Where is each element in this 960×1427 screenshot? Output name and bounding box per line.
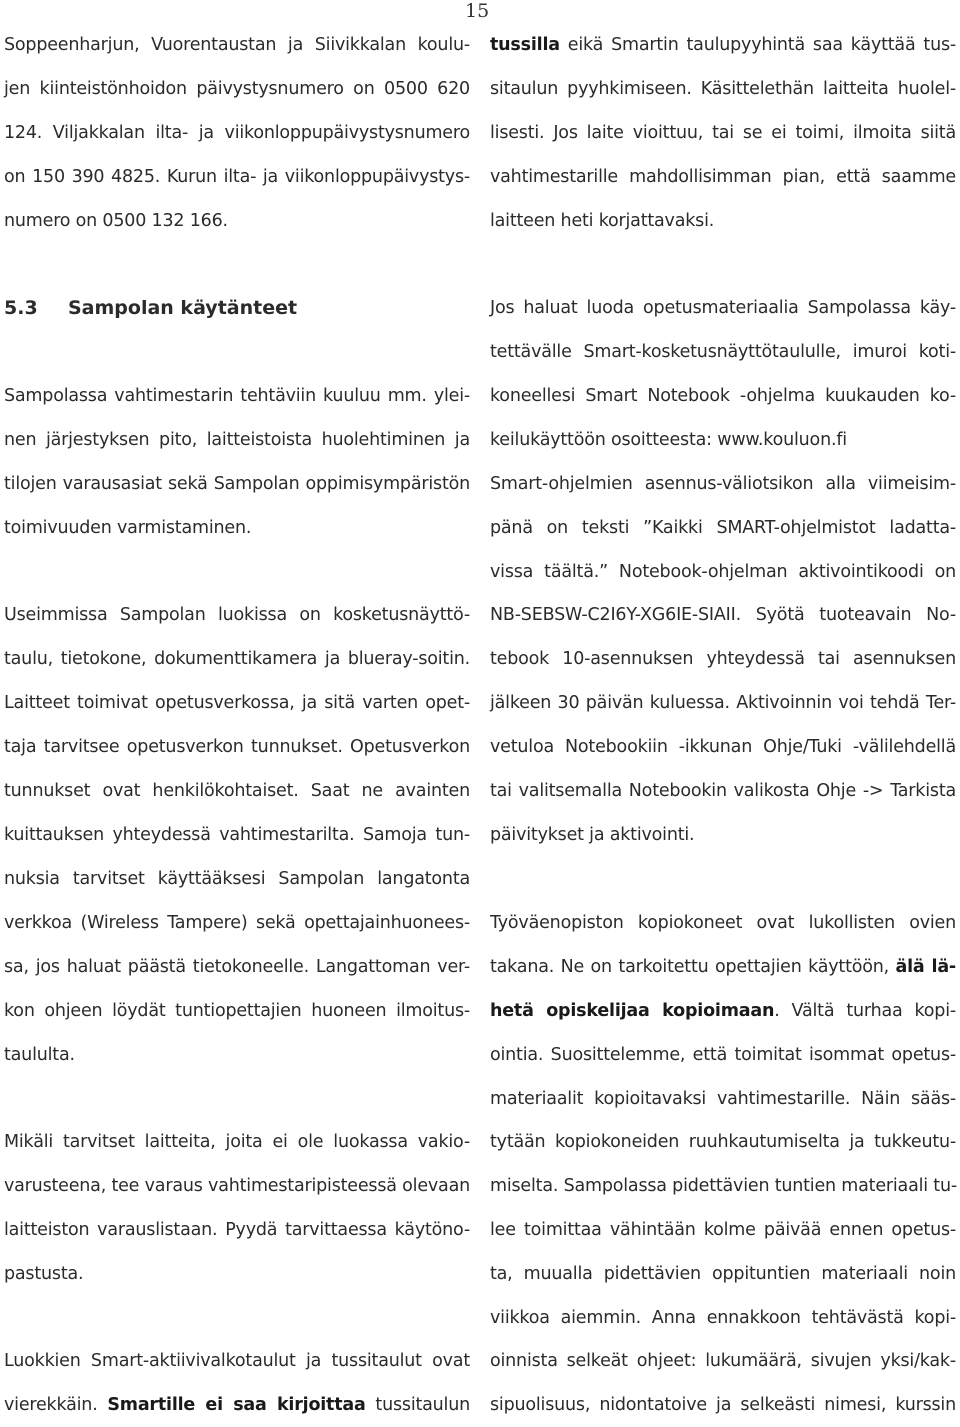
text-line: NB-SEBSW-C2I6Y-XG6IE-SIAII. Syötä tuoteavain No-: [490, 605, 956, 625]
text-line: Työväenopiston kopiokoneet ovat lukollisten ovien: [490, 913, 956, 933]
text-line: tilojen varausasiat sekä Sampolan oppimisympäristön: [4, 474, 470, 494]
text-line: lisesti. Jos laite vioittuu, tai se ei toimi, ilmoita siitä: [490, 123, 956, 143]
section-number: 5.3: [4, 297, 38, 319]
text-line: [4, 1383, 470, 1427]
text-line: Mikäli tarvitset laitteita, joita ei ole luokassa vakio-: [4, 1132, 470, 1152]
text-line: oinnista selkeät ohjeet: lukumäärä, sivujen yksi/kak-: [490, 1351, 956, 1371]
text-span: takana. Ne on tarkoitettu opettajien käyttöön,: [490, 957, 896, 977]
text-line: koneellesi Smart Notebook -ohjelma kuukauden ko-: [490, 386, 956, 406]
text-span: eikä Smartin taulupyyhintä saa käyttää tus-: [559, 35, 956, 55]
text-line: tunnukset ovat henkilökohtaiset. Saat ne avainten: [4, 781, 470, 801]
page-number: 15: [465, 0, 490, 22]
text-line: numero on 0500 132 166.: [4, 211, 228, 231]
text-line: nen järjestyksen pito, laitteistoista huolehtiminen ja: [4, 430, 470, 450]
bold-text: Smartille ei saa kirjoittaa: [107, 1395, 366, 1415]
text-line: tettävälle Smart-kosketusnäyttötaululle, imuroi koti-: [490, 342, 956, 362]
text-line: ta, muualla pidettävien oppituntien materiaali noin: [490, 1264, 956, 1284]
text-line: päivitykset ja aktivointi.: [490, 825, 695, 845]
text-line: Sampolassa vahtimestarin tehtäviin kuuluu mm. ylei-: [4, 386, 470, 406]
text-line: 124. Viljakkalan ilta- ja viikonloppupäivystysnumero: [4, 123, 470, 143]
text-line: lee toimittaa vähintään kolme päivää ennen opetus-: [490, 1220, 956, 1240]
text-line: materiaalit kopioitavaksi vahtimestarille. Näin sääs-: [490, 1089, 956, 1109]
text-line: varusteena, tee varaus vahtimestaripisteessä olevaan: [4, 1176, 470, 1196]
text-line: [490, 945, 956, 989]
text-line: vetuloa Notebookiin -ikkunan Ohje/Tuki -välilehdellä: [490, 737, 956, 757]
text-line: laitteen heti korjattavaksi.: [490, 211, 715, 231]
text-line: Soppeenharjun, Vuorentaustan ja Siivikkalan koulu-: [4, 35, 470, 55]
text-line: on 150 390 4825. Kurun ilta- ja viikonloppupäivystys-: [4, 167, 470, 187]
text-line: pastusta.: [4, 1264, 84, 1284]
bold-text: älä lä-: [895, 957, 956, 977]
text-line: Luokkien Smart-aktiivivalkotaulut ja tussitaulut ovat: [4, 1351, 470, 1371]
text-line: viikkoa aiemmin. Anna ennakkoon tehtävästä kopi-: [490, 1308, 956, 1328]
text-span: tussitaulun: [365, 1395, 470, 1415]
text-line: Laitteet toimivat opetusverkossa, ja sitä varten opet-: [4, 693, 470, 713]
text-line: vissa täältä.” Notebook-ohjelman aktivointikoodi on: [490, 562, 956, 582]
text-line: Smart-ohjelmien asennus-väliotsikon alla viimeisim-: [490, 474, 956, 494]
text-span: vierekkäin.: [4, 1395, 108, 1415]
text-line: taululta.: [4, 1045, 75, 1065]
text-line: nuksia tarvitset käyttääksesi Sampolan langatonta: [4, 869, 470, 889]
text-line: Useimmissa Sampolan luokissa on kosketusnäyttö-: [4, 605, 470, 625]
text-line: jälkeen 30 päivän kuluessa. Aktivoinnin voi tehdä Ter-: [490, 693, 956, 713]
bold-text: tussilla: [490, 35, 560, 55]
text-line: keilukäyttöön osoitteesta: www.kouluon.fi: [490, 430, 847, 450]
text-line: tai valitsemalla Notebookin valikosta Ohje -> Tarkista: [490, 781, 956, 801]
text-line: [490, 989, 956, 1033]
text-line: toimivuuden varmistaminen.: [4, 518, 252, 538]
text-line: tytään kopiokoneiden ruuhkautumiselta ja tukkeutu-: [490, 1132, 956, 1152]
text-line: sitaulun pyyhkimiseen. Käsittelethän laitteita huolel-: [490, 79, 956, 99]
text-line: laitteiston varauslistaan. Pyydä tarvittaessa käytöno-: [4, 1220, 470, 1240]
text-line: kon ohjeen löydät tuntiopettajien huoneen ilmoitus-: [4, 1001, 470, 1021]
text-line: taulu, tietokone, dokumenttikamera ja blueray-soitin.: [4, 649, 470, 669]
text-line: miselta. Sampolassa pidettävien tuntien materiaali tu-: [490, 1176, 957, 1196]
text-line: ointia. Suosittelemme, että toimitat isommat opetus-: [490, 1045, 956, 1065]
text-line: taja tarvitsee opetusverkon tunnukset. Opetusverkon: [4, 737, 470, 757]
text-line: sa, jos haluat päästä tietokoneelle. Langattoman ver-: [4, 957, 470, 977]
text-line: sipuolisuus, nidontatoive ja selkeästi nimesi, kurssin: [490, 1395, 956, 1415]
text-line: verkkoa (Wireless Tampere) sekä opettajainhuonees-: [4, 913, 470, 933]
text-line: pänä on teksti ”Kaikki SMART-ohjelmistot ladatta-: [490, 518, 956, 538]
text-line: jen kiinteistönhoidon päivystysnumero on 0500 620: [4, 79, 470, 99]
section-heading: [4, 286, 470, 330]
text-line: vahtimestarille mahdollisimman pian, että saamme: [490, 167, 956, 187]
text-line: [490, 23, 956, 67]
bold-text: hetä opiskelijaa kopioimaan: [490, 1001, 775, 1021]
section-title: Sampolan käytänteet: [68, 297, 298, 319]
text-line: kuittauksen yhteydessä vahtimestarilta. Samoja tun-: [4, 825, 470, 845]
text-span: . Vältä turhaa kopi-: [774, 1001, 956, 1021]
text-line: tebook 10-asennuksen yhteydessä tai asennuksen: [490, 649, 956, 669]
text-line: Jos haluat luoda opetusmateriaalia Sampolassa käy-: [490, 298, 956, 318]
